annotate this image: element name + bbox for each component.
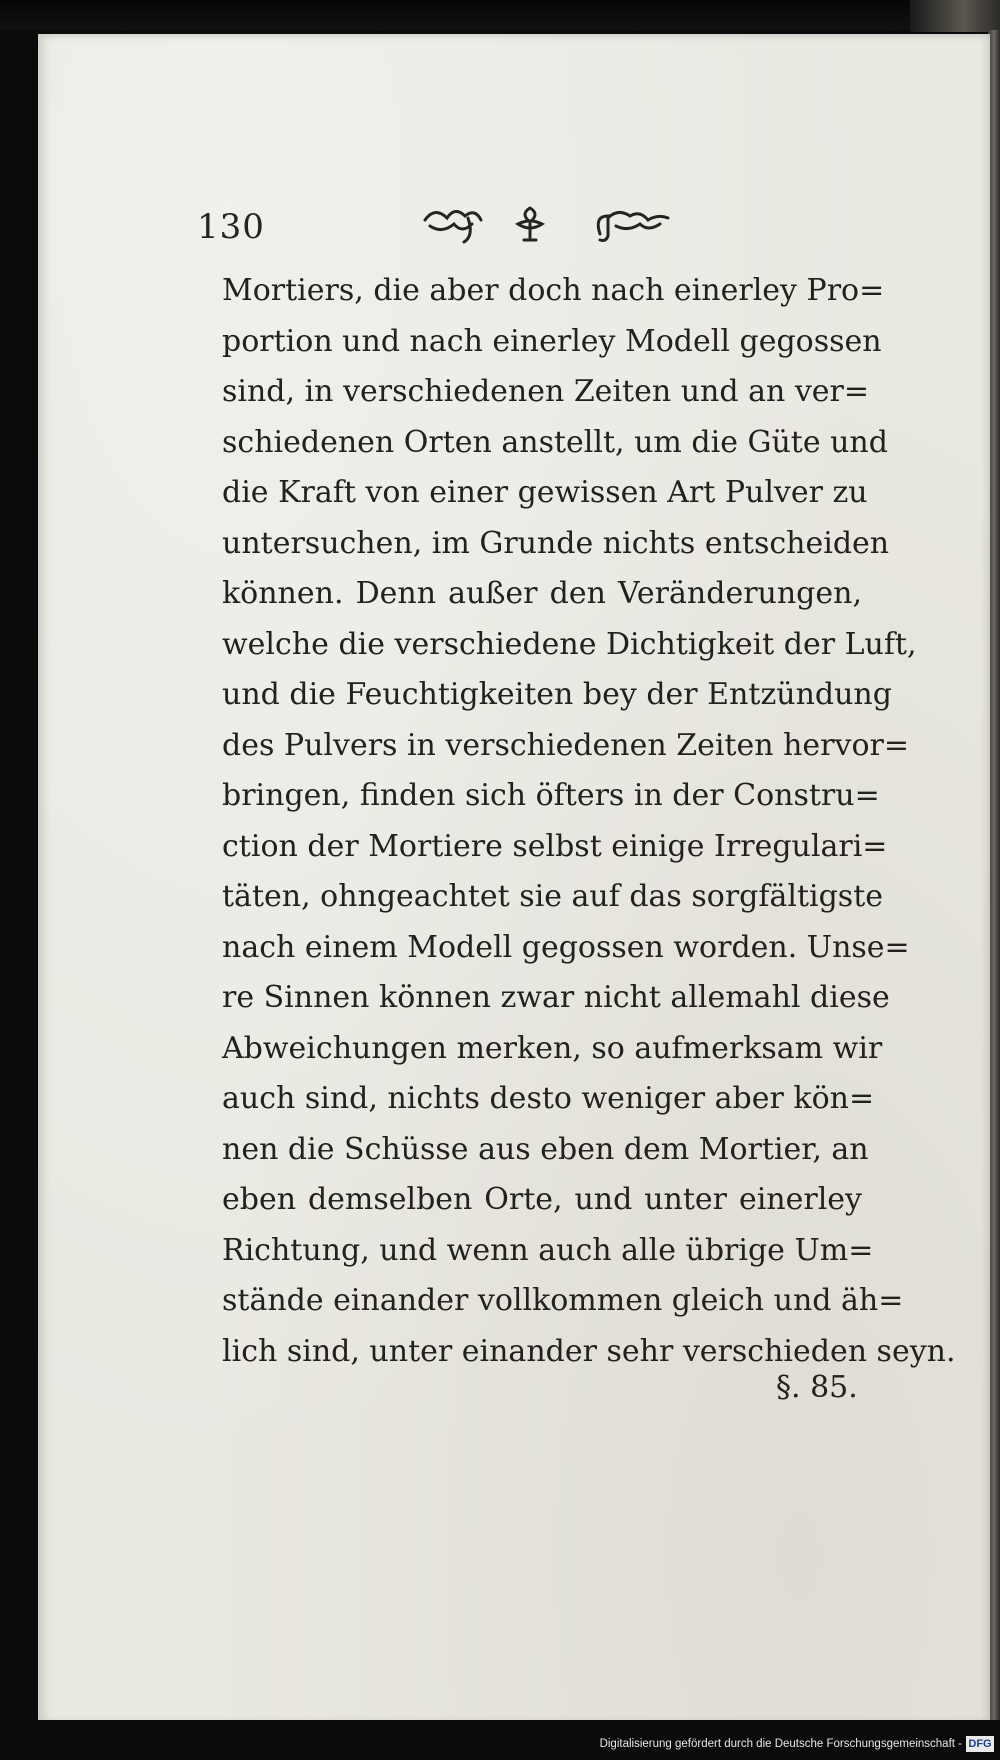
text-line: Abweichungen merken, so aufmerksam wir [222,1030,883,1066]
funding-credit: Digitalisierung gefördert durch die Deutsche Forschungsgemeinschaft - [599,1738,962,1750]
page-number: 130 [197,207,265,247]
text-line: und die Feuchtigkeiten bey der Entzündung [222,677,892,712]
text-line: re Sinnen können zwar nicht allemahl diese [222,980,890,1015]
catchword: §. 85. [776,1370,858,1405]
body-text [222,266,956,1377]
text-line: portion und nach einerley Modell gegossen [222,323,882,359]
text-line: eben demselben Orte, und unter einerley [222,1182,862,1217]
text-line: nach einem Modell gegossen worden. Unse= [222,929,910,965]
text-line: welche die verschiedene Dichtigkeit der Luft, [222,626,917,662]
text-line: stände einander vollkommen gleich und äh= [222,1283,904,1318]
text-line: untersuchen, im Grunde nichts entscheiden [222,525,890,561]
text-line: ction der Mortiere selbst einige Irregulari= [222,828,888,864]
text-line: können. Denn außer den Veränderungen, [222,576,862,611]
text-line: bringen, finden sich öfters in der Constru= [222,778,880,813]
printer-ornament [410,200,680,244]
text-line: auch sind, nichts desto weniger aber kön= [222,1081,875,1116]
text-line: schiedenen Orten anstellt, um die Güte und [222,424,888,460]
text-line: die Kraft von einer gewissen Art Pulver zu [222,475,868,510]
text-line: täten, ohngeachtet sie auf das sorgfältigste [222,879,884,914]
top-dark-strip [0,0,1000,30]
dfg-logo: DFG [966,1736,994,1752]
book-edge-top [910,0,1000,32]
text-line: lich sind, unter einander sehr verschieden seyn. [222,1333,956,1369]
text-line: sind, in verschiedenen Zeiten und an ver= [222,374,870,409]
text-line: nen die Schüsse aus eben dem Mortier, an [222,1131,869,1167]
text-line: des Pulvers in verschiedenen Zeiten hervor= [222,727,909,763]
text-line: Mortiers, die aber doch nach einerley Pro= [222,273,885,308]
text-line: Richtung, und wenn auch alle übrige Um= [222,1232,874,1268]
